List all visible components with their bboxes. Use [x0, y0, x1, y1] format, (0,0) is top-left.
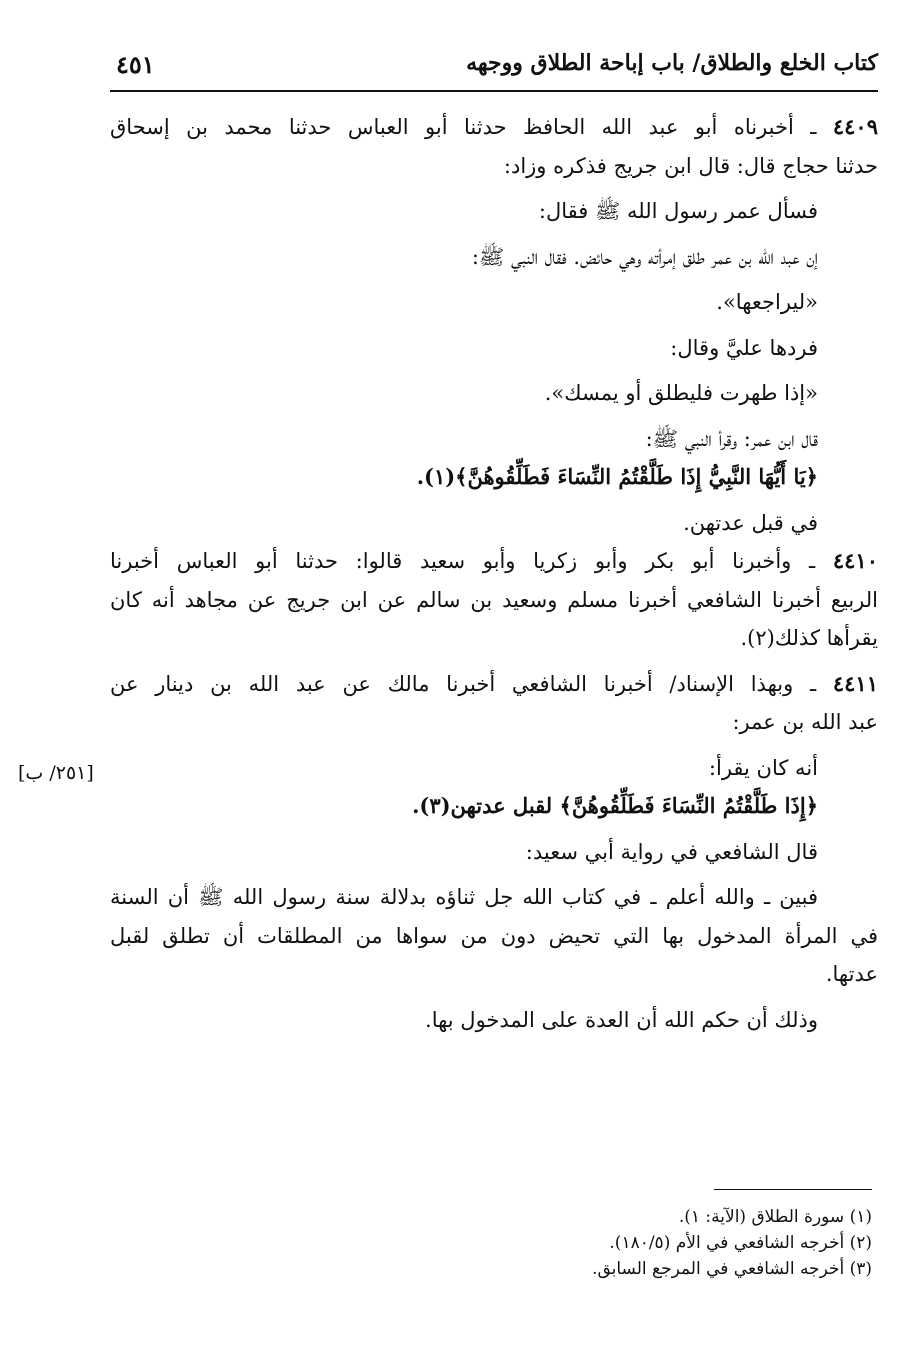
hadith-number: ٤٤٠٩	[832, 114, 878, 139]
hadith-4411-line	[110, 665, 878, 704]
text-line: قال الشافعي في رواية أبي سعيد:	[525, 839, 818, 864]
text-line: الربيع أخبرنا الشافعي أخبرنا مسلم وسعيد بن سالم عن ابن جريج عن مجاهد أنه كان	[110, 587, 878, 612]
text-line: فبين ـ والله أعلم ـ في كتاب الله جل ثناؤه بدلالة سنة رسول الله ﷺ أن السنة	[110, 885, 818, 909]
text-line: عدتها.	[825, 962, 878, 986]
text-line: في المرأة المدخول بها التي تحيض دون من سواها من المطلقات أن تطلق لقبل	[110, 923, 878, 948]
text-line: فردها عليَّ وقال:	[670, 335, 818, 360]
hadith-4410-line	[110, 542, 878, 581]
text-line: عبد الله بن عمر:	[732, 710, 878, 734]
text-line: «إذا طهرت فليطلق أو يمسك».	[544, 381, 818, 405]
hadith-4409-line	[110, 108, 878, 147]
text-line: «ليراجعها».	[716, 290, 818, 314]
text-line: حدثنا حجاج قال: قال ابن جريج فذكره وزاد:	[503, 153, 878, 178]
text-line: قال ابن عمر: وقرأ النبي ﷺ:	[645, 426, 818, 451]
manuscript-folio-marker: [٢٥١/ ب]	[18, 762, 94, 784]
text-line: يقرأها كذلك(٢).	[740, 626, 878, 650]
text-line: إن عبد الله بن عمر طلق إمرأته وهي حائض. فقال النبي ﷺ:	[471, 244, 818, 269]
page-header	[110, 44, 878, 92]
footnotes	[272, 1204, 872, 1282]
line-text: ـ وبهذا الإسناد/ أخبرنا الشافعي أخبرنا مالك عن عبد الله بن دينار عن	[110, 671, 833, 696]
footnote-divider	[714, 1189, 872, 1190]
hadith-number: ٤٤١٠	[832, 548, 878, 573]
text-line: وذلك أن حكم الله أن العدة على المدخول بها.	[425, 1007, 818, 1032]
text-line: في قبل عدتهن.	[683, 510, 818, 535]
text-line: فسأل عمر رسول الله ﷺ فقال:	[538, 199, 818, 223]
hadith-number: ٤٤١١	[832, 670, 878, 696]
text-line: أنه كان يقرأ:	[708, 755, 818, 780]
page-number: ٤٥١	[116, 50, 155, 79]
quran-verse: ﴿إِذَا طَلَّقْتُمُ النِّسَاءَ فَطَلِّقُوهُنَّ﴾ لقبل عدتهن(٣).	[412, 793, 818, 818]
footnote: (٢) أخرجه الشافعي في الأم (١٨٠/٥).	[609, 1233, 872, 1253]
body-text	[110, 108, 878, 1039]
running-title: كتاب الخلع والطلاق/ باب إباحة الطلاق ووجهه	[466, 50, 878, 76]
line-text: ـ وأخبرنا أبو بكر وأبو زكريا وأبو سعيد قالوا: حدثنا أبو العباس أخبرنا	[110, 549, 833, 573]
quran-verse: ﴿يَا أَيُّهَا النَّبِيُّ إِذَا طَلَّقْتُمُ النِّسَاءَ فَطَلِّقُوهُنَّ﴾(١).	[416, 464, 818, 489]
line-text: ـ أخبرناه أبو عبد الله الحافظ حدثنا أبو العباس حدثنا محمد بن إسحاق	[110, 115, 833, 139]
footnote: (٣) أخرجه الشافعي في المرجع السابق.	[592, 1259, 872, 1279]
footnote: (١) سورة الطلاق (الآية: ١).	[678, 1207, 872, 1227]
